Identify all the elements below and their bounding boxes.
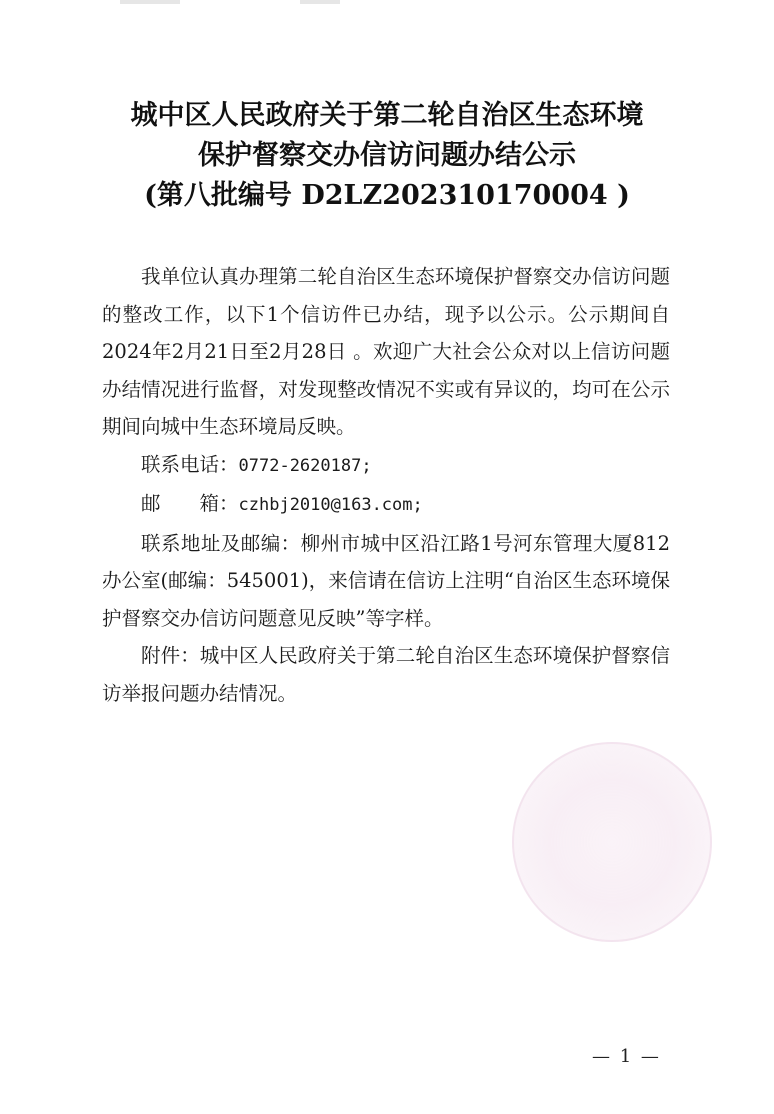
contact-email — [102, 485, 670, 525]
email-value: czhbj2010@163.com; — [238, 495, 423, 515]
title-line-2: 保护督察交办信访问题办结公示 — [198, 140, 576, 171]
official-seal-stamp — [512, 742, 712, 942]
phone-value: 0772-2620187; — [238, 455, 372, 476]
scan-artifact — [120, 0, 180, 4]
address-paragraph: 联系地址及邮编：柳州市城中区沿江路1号河东管理大厦812办公室(邮编：545001)，来信请在信访上注明“自治区生态环境保护督察交办信访问题意见反映”等字样。 — [102, 531, 670, 630]
page-number: — 1 — — [592, 1046, 661, 1067]
email-label: 邮 箱： — [141, 492, 239, 515]
contact-phone — [102, 446, 670, 486]
scan-artifact — [300, 0, 340, 4]
phone-label: 联系电话： — [141, 452, 239, 476]
title-line-1: 城中区人民政府关于第二轮自治区生态环境 — [130, 100, 644, 131]
attachment-paragraph: 附件：城中区人民政府关于第二轮自治区生态环境保护督察信访举报问题办结情况。 — [102, 644, 670, 705]
title-line-3: (第八批编号 D2LZ202310170004 ) — [144, 180, 630, 211]
document-title — [60, 96, 714, 216]
document-body — [102, 258, 670, 712]
intro-paragraph: 我单位认真办理第二轮自治区生态环境保护督察交办信访问题的整改工作，以下1个信访件已办结，现予以公示。公示期间自2024年2月21日至2月28日 。欢迎广大社会公众对以上信访问题办结情况进行监督，对发现整改情况不实或有异议的，均可在公示期间向城中生态环境局反映。 — [102, 265, 670, 438]
